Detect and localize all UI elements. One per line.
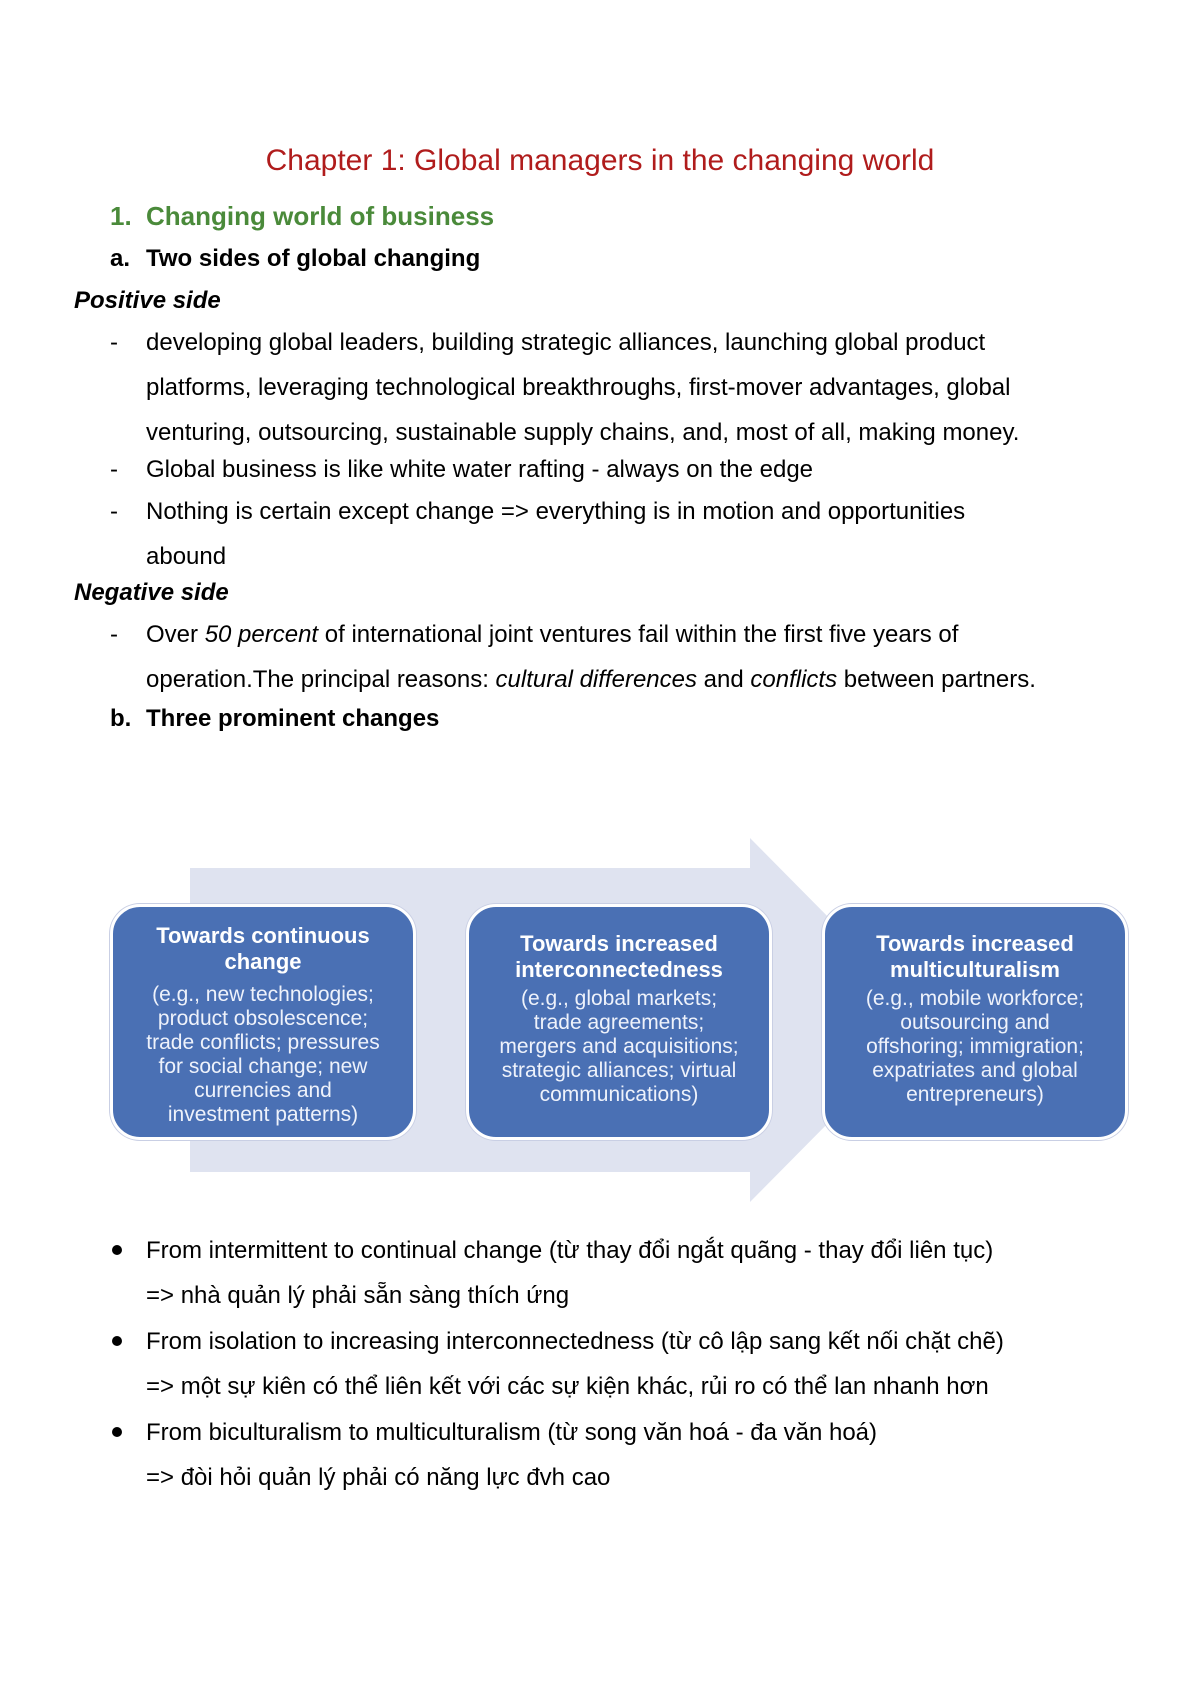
positive-side-label: Positive side: [74, 287, 221, 314]
bullet-dot: [112, 1336, 122, 1346]
dash-marker: -: [110, 456, 118, 483]
dash-marker: -: [110, 329, 118, 356]
section-heading-1: [110, 200, 494, 232]
subheading-label: Two sides of global changing: [146, 245, 481, 272]
dash-marker: -: [110, 498, 118, 525]
change-box-multiculturalism: Towards increased multiculturalism (e.g., mobile workforce; outsourcing and offshoring; immigration; expatriates and global entrepreneurs): [822, 904, 1128, 1140]
list-item: Global business is like white water rafting - always on the edge: [146, 456, 814, 483]
subheading-number: a.: [110, 245, 131, 272]
subheading-number: b.: [110, 705, 132, 732]
changes-diagram: [110, 838, 1128, 1202]
emphasis: cultural differences: [495, 666, 697, 693]
bullet-dot: [112, 1427, 122, 1437]
change-box-interconnectedness: Towards increased interconnectedness (e.g., global markets; trade agreements; mergers and acquisitions; strategic alliances; virtual communications): [466, 904, 772, 1140]
dash-marker: -: [110, 621, 118, 648]
list-item: Nothing is certain except change => everything is in motion and opportunities abound: [146, 498, 966, 570]
change-box-continuous: Towards continuous change (e.g., new technologies; product obsolescence; trade conflicts; pressures for social change; new currencies and investment patterns): [110, 904, 416, 1140]
list-item: Over 50 percent of international joint ventures fail within the first five years of operation.The principal reasons: cultural differences and conflicts between partners.: [146, 621, 1036, 693]
list-item: developing global leaders, building strategic alliances, launching global product platforms, leveraging technological breakthroughs, first-mover advantages, global venturing, outsourcing, sustainable supply chains, and, most of all, making money.: [146, 329, 1020, 446]
emphasis: 50 percent: [204, 621, 319, 648]
section-number: 1.: [110, 201, 132, 231]
page-title: Chapter 1: Global managers in the changing world: [265, 144, 935, 177]
bullet-dot: [112, 1245, 122, 1255]
bullet-item: From biculturalism to multiculturalism (từ song văn hoá - đa văn hoá) => đòi hỏi quản lý phải có năng lực đvh cao: [146, 1419, 878, 1491]
bullet-item: From isolation to increasing interconnectedness (từ cô lập sang kết nối chặt chẽ) => một sự kiên có thể liên kết với các sự kiện khác, rủi ro có thể lan nhanh hơn: [146, 1328, 1004, 1400]
section-label: Changing world of business: [146, 201, 495, 231]
subheading-a: [110, 244, 480, 274]
emphasis: conflicts: [750, 666, 838, 693]
subheading-label: Three prominent changes: [146, 705, 440, 732]
negative-side-label: Negative side: [74, 579, 229, 606]
subheading-b: [110, 704, 439, 734]
bullet-item: From intermittent to continual change (từ thay đổi ngắt quãng - thay đổi liên tục) => nhà quản lý phải sẵn sàng thích ứng: [146, 1237, 994, 1309]
